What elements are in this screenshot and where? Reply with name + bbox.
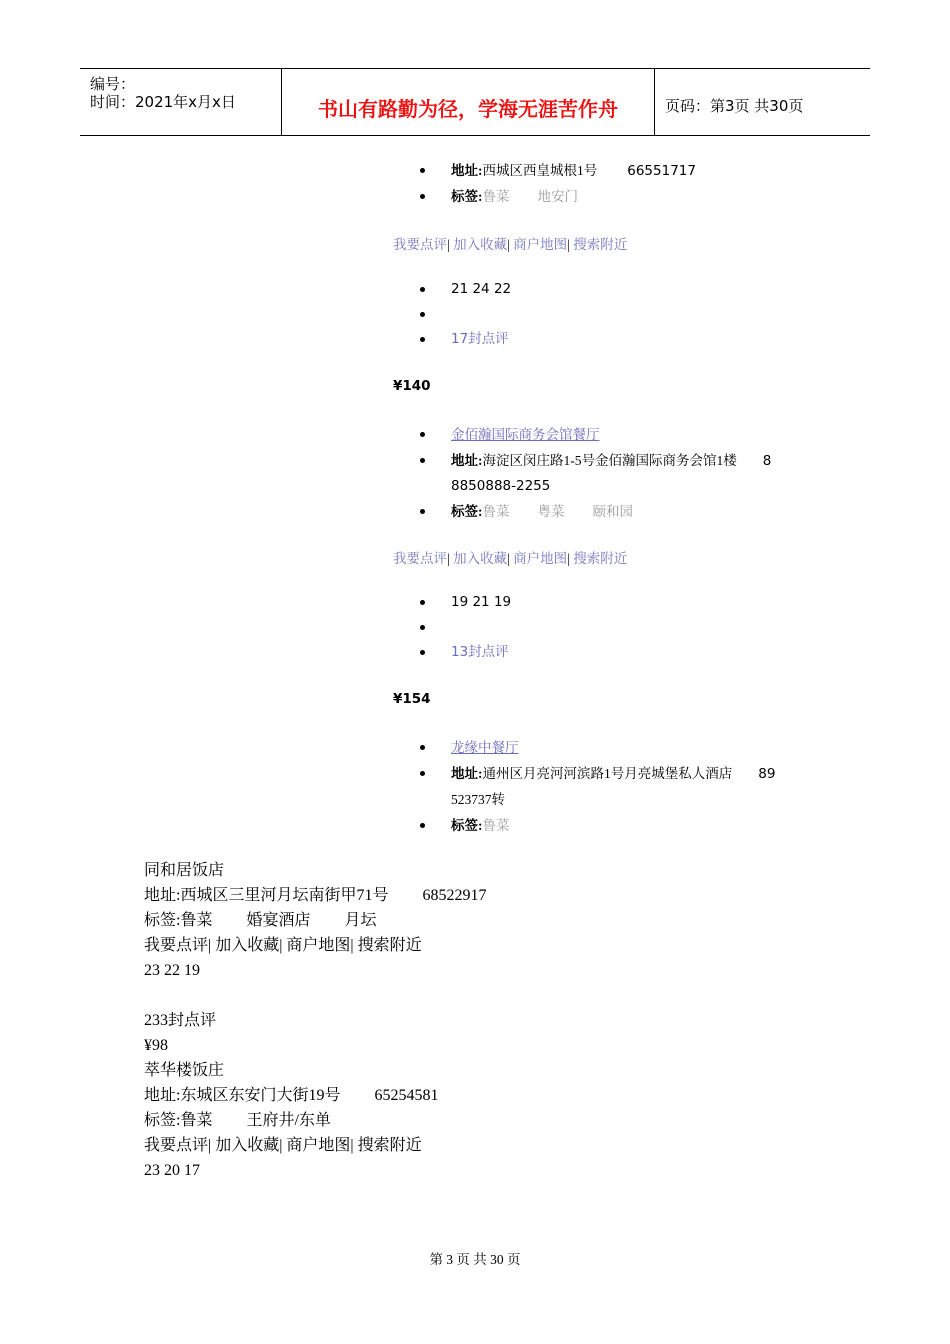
header-left-cell [80,69,282,135]
address-text: 海淀区闵庄路1-5号金佰瀚国际商务会馆1楼 [482,453,737,468]
action-links-1: 我要点评| 加入收藏| 商户地图| 搜索附近 [393,237,628,252]
address-line: 地址:东城区东安门大街19号 65254581 [144,1087,439,1104]
address-label: 地址: [451,766,483,781]
restaurant-name-link[interactable]: 金佰瀚国际商务会馆餐厅 [451,427,600,442]
scores-line: 23 22 19 [144,962,200,979]
reviews-link[interactable]: 13封点评 [451,644,509,660]
phone-text: 66551717 [627,163,696,179]
price-text: ¥154 [393,691,431,707]
price-line: ¥98 [144,1037,168,1054]
favorite-link[interactable]: 加入收藏 [453,551,508,566]
plain-restaurant-list [144,858,486,1183]
tags-line: 标签:鲁菜 王府井/东单 [144,1112,331,1129]
reviews-line: 233封点评 [144,1012,217,1029]
restaurant-3-details [420,735,811,839]
actions-line: 我要点评| 加入收藏| 商户地图| 搜索附近 [144,937,422,954]
restaurant-name: 萃华楼饭庄 [144,1062,225,1079]
doc-time-label: 时间：2021年x月x日 [90,93,236,111]
review-link[interactable]: 我要点评 [393,551,447,566]
list-item [420,590,511,615]
phone-text: 89 [758,766,776,782]
address-text: 西城区西皇城根1号 [482,163,598,178]
tags-label: 标签: [451,504,483,519]
tags-line: 标签:鲁菜 婚宴酒店 月坛 [144,912,377,929]
nearby-link[interactable]: 搜索附近 [573,237,628,252]
header-page-info: 页码：第3页 共30页 [665,97,804,115]
doc-code-label: 编号： [90,75,136,93]
list-item [420,277,511,302]
restaurant-2-scores [420,590,511,665]
blank-line [144,983,486,1008]
restaurant-1-details [420,158,696,210]
header-middle-cell [282,69,655,135]
favorite-link[interactable]: 加入收藏 [453,237,508,252]
list-item [420,184,696,210]
list-item [420,615,511,640]
page-header [80,68,870,136]
tags-label: 标签: [451,818,483,833]
scores-line: 23 20 17 [144,1162,200,1179]
address-label: 地址: [451,163,483,178]
list-item [420,422,811,448]
nearby-link[interactable]: 搜索附近 [573,551,628,566]
address-text: 通州区月亮河河滨路1号月亮城堡私人酒店 [482,766,733,781]
tag-link[interactable]: 颐和园 [592,504,633,519]
tags-label: 标签: [451,189,483,204]
header-motto: 书山有路勤为径，学海无涯苦作舟 [318,97,618,121]
restaurant-name-link[interactable]: 龙缘中餐厅 [451,740,519,755]
phone-text: 8850888-2255 [451,478,551,494]
tag-link[interactable]: 地安门 [537,189,578,204]
phone-text: 8 [762,453,772,469]
actions-line: 我要点评| 加入收藏| 商户地图| 搜索附近 [144,1137,422,1154]
restaurant-1-scores [420,277,511,352]
restaurant-2-details [420,422,811,525]
restaurant-name: 同和居饭店 [144,862,225,879]
phone-text: 523737转 [451,792,505,807]
list-item [420,448,811,499]
scores-text: 21 24 22 [451,281,512,297]
list-item [420,302,511,327]
list-item [420,761,811,813]
action-links-2: 我要点评| 加入收藏| 商户地图| 搜索附近 [393,551,628,566]
list-item [420,327,511,352]
list-item [420,813,811,839]
tag-link[interactable]: 鲁菜 [482,504,510,519]
scores-text: 19 21 19 [451,594,512,610]
list-item [420,735,811,761]
header-right-cell [655,69,870,135]
tag-link[interactable]: 鲁菜 [482,189,510,204]
review-link[interactable]: 我要点评 [393,237,447,252]
tag-link[interactable]: 鲁菜 [482,818,510,833]
list-item [420,499,811,525]
price-text: ¥140 [393,378,431,394]
list-item [420,640,511,665]
list-item [420,158,696,184]
address-line: 地址:西城区三里河月坛南街甲71号 68522917 [144,887,487,904]
reviews-link[interactable]: 17封点评 [451,331,509,347]
map-link[interactable]: 商户地图 [513,551,568,566]
map-link[interactable]: 商户地图 [513,237,568,252]
address-label: 地址: [451,453,483,468]
page-footer: 第 3 页 共 30 页 [429,1252,521,1267]
tag-link[interactable]: 粤菜 [537,504,565,519]
